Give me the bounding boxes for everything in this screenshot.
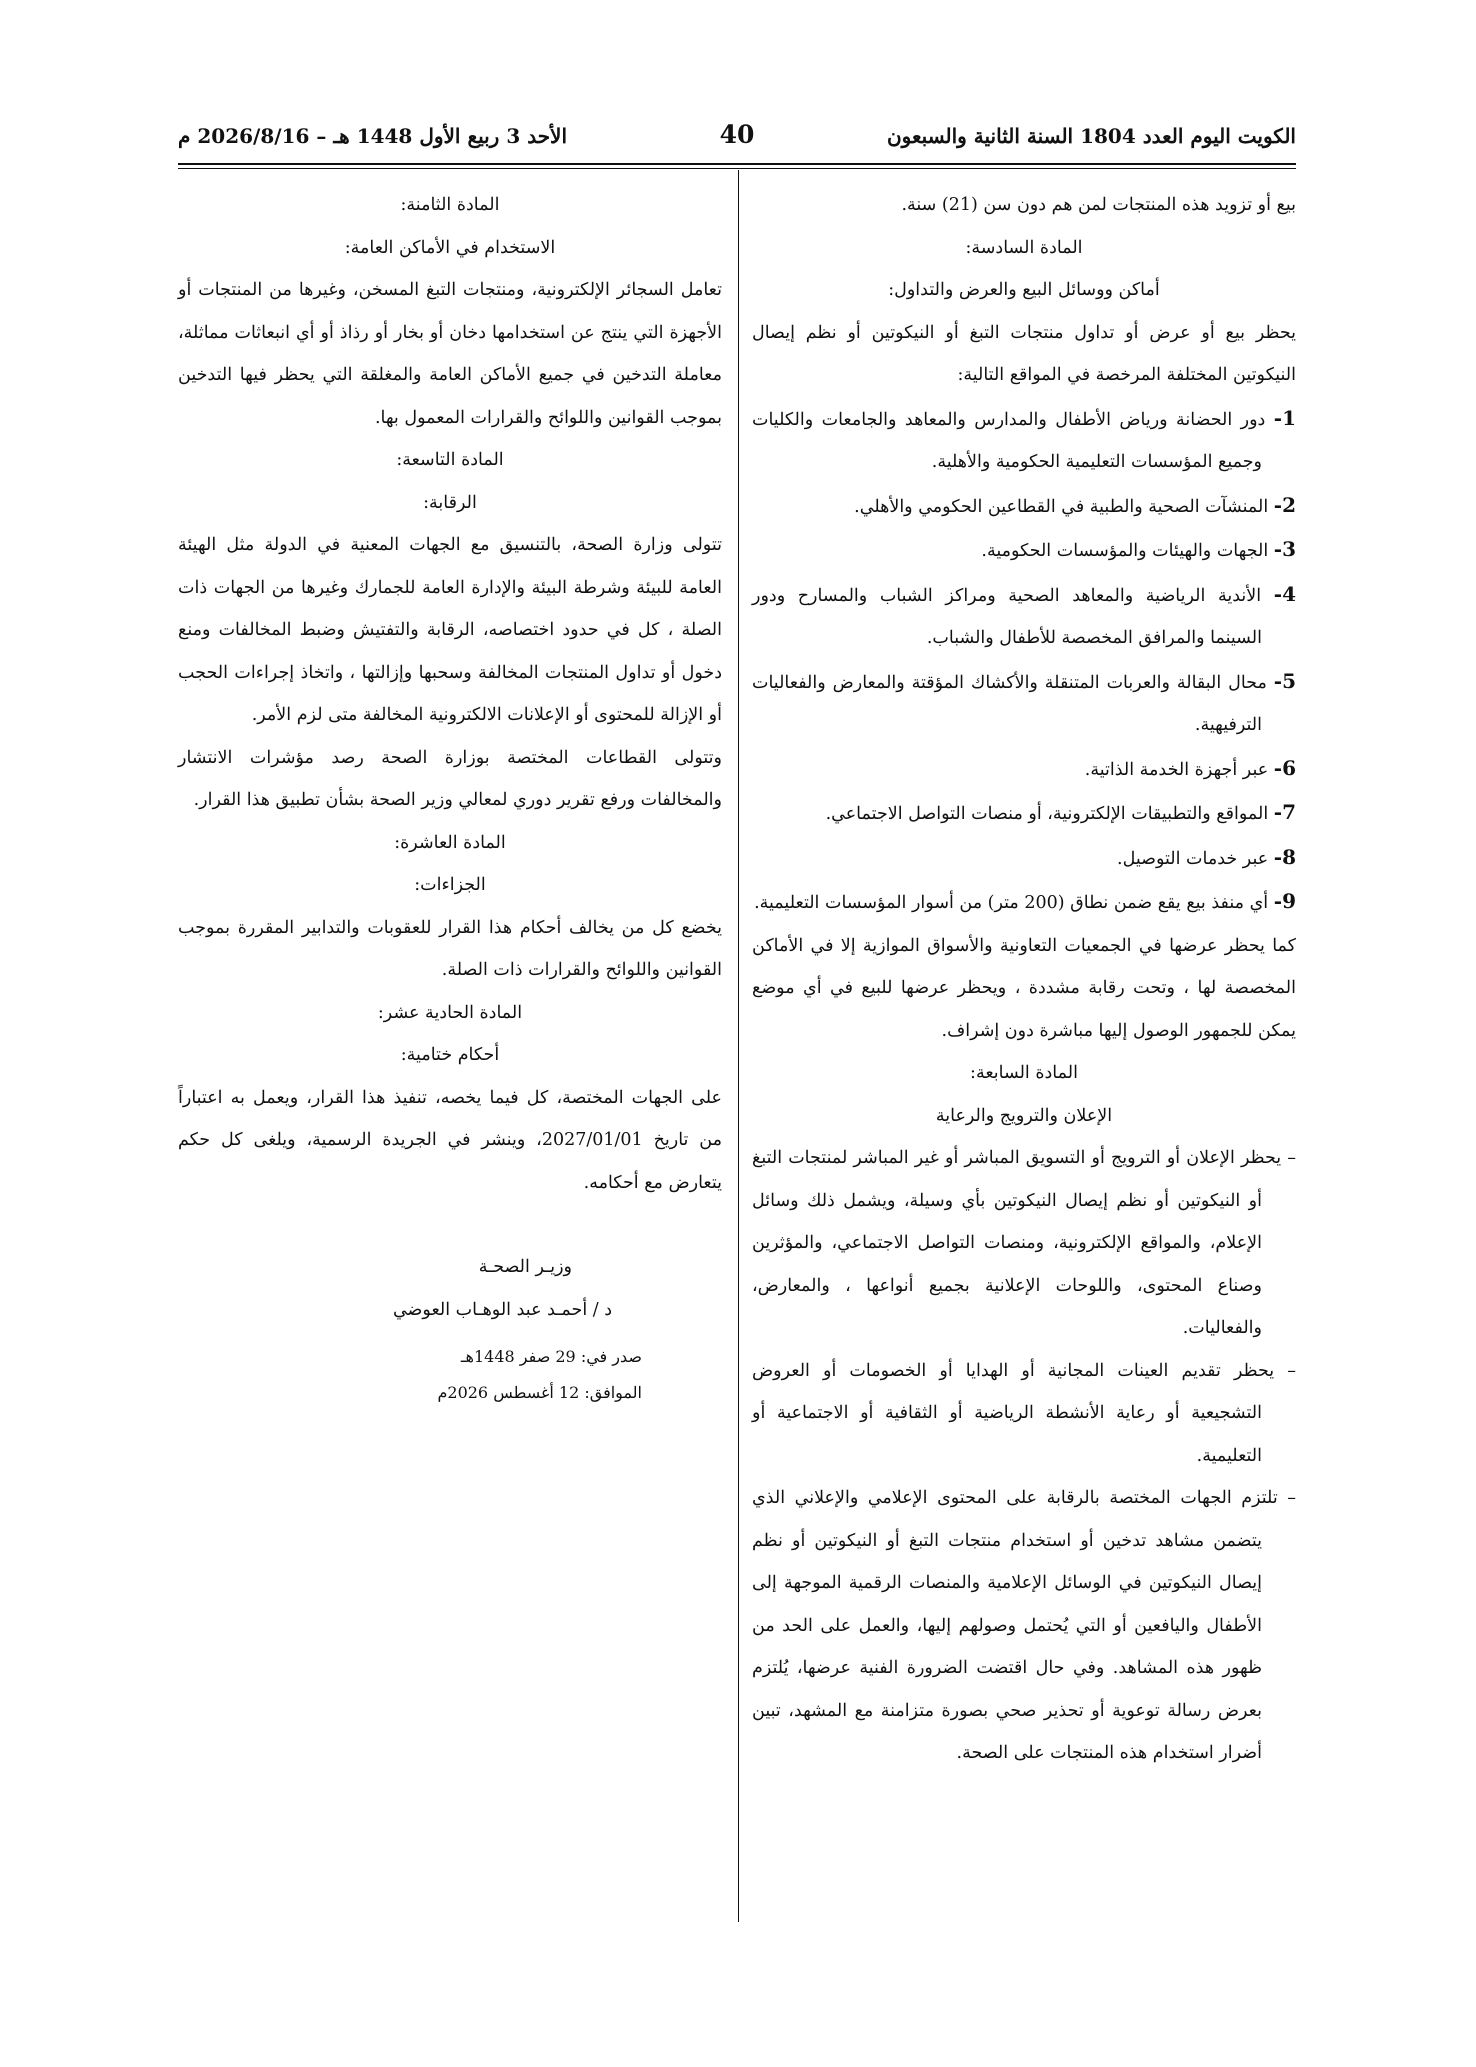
list-item-number: 1- <box>1273 405 1296 430</box>
paragraph: يخضع كل من يخالف أحكام هذا القرار للعقوبات والتدابير المقررة بموجب القوانين واللوائح والقرارات ذات الصلة. <box>178 917 722 980</box>
article-heading: الاستخدام في الأماكن العامة: <box>344 237 556 258</box>
minister-title: وزيـر الصحـة <box>478 1257 572 1277</box>
list-item-number: 2- <box>1273 492 1296 517</box>
list-item-text: عبر خدمات التوصيل. <box>1117 848 1269 869</box>
list-item-number: 7- <box>1273 800 1296 824</box>
list-item-text: الجهات والهيئات والمؤسسات الحكومية. <box>981 541 1269 561</box>
header-rule-thick <box>178 163 1296 165</box>
paragraph: كما يحظر عرضها في الجمعيات التعاونية والأسواق الموازية إلا في الأماكن المخصصة لها ، وتحت رقابة مشددة ، ويحظر عرضها للبيع في أي موضع يمكن للجمهور الوصول إليها مباشرة دون إشراف. <box>752 935 1296 1041</box>
bullet-paragraph: – يحظر الإعلان أو الترويج أو التسويق المباشر أو غير المباشر لمنتجات التبغ أو النيكوتين أو نظم إيصال النيكوتين بأي وسيلة، ويشمل ذلك وسائل الإعلام، والمواقع الإلكترونية، ومنصات التواصل الاجتماعي، والمؤثرين وصناع المحتوى، واللوحات الإعلانية بجميع أنواعها ، والمعارض، والفعاليات. <box>752 1148 1296 1338</box>
article-heading: المادة التاسعة: <box>396 450 504 470</box>
list-item-number: 8- <box>1273 844 1296 869</box>
list-item-text: الأندية الرياضية والمعاهد الصحية ومراكز الشباب والمسارح ودور السينما والمرافق المخصصة للأطفال والشباب. <box>752 585 1262 648</box>
list-item <box>752 880 1296 925</box>
header-issue-info: الكويت اليوم العدد 1804 السنة الثانية والسبعون <box>886 124 1296 148</box>
bullet-paragraph: – تلتزم الجهات المختصة بالرقابة على المحتوى الإعلامي والإعلاني الذي يتضمن مشاهد تدخين أو استخدام منتجات التبغ أو النيكوتين أو نظم إيصال النيكوتين في الوسائل الإعلامية والمنصات الرقمية الموجهة إلى الأطفال واليافعين أو التي يُحتمل وصولهم إليها، والعمل على الحد من ظهور هذه المشاهد. وفي حال اقتضت الضرورة الفنية عرضها، يُلتزم بعرض رسالة توعوية أو تحذير صحي بصورة متزامنة مع المشهد، تبين أضرار استخدام هذه المنتجات على الصحة. <box>752 1488 1296 1763</box>
list-item-number: 3- <box>1273 537 1296 561</box>
header-rule-thin <box>178 168 1296 169</box>
list-item <box>752 484 1296 529</box>
paragraph: يحظر بيع أو عرض أو تداول منتجات التبغ أو النيكوتين أو نظم إيصال النيكوتين المختلفة المرخصة في المواقع التالية: <box>752 322 1296 385</box>
paragraph: وتتولى القطاعات المختصة بوزارة الصحة رصد مؤشرات الانتشار والمخالفات ورفع تقرير دوري لمعالي وزير الصحة بشأن تطبيق هذا القرار. <box>178 747 722 810</box>
article-heading: المادة السابعة: <box>970 1063 1078 1083</box>
list-item <box>752 397 1296 484</box>
paragraph: بيع أو تزويد هذه المنتجات لمن هم دون سن (21) سنة. <box>901 195 1296 215</box>
paragraph: تعامل السجائر الإلكترونية، ومنتجات التبغ المسخن، وغيرها من المنتجات أو الأجهزة التي ينتج عن استخدامها دخان أو بخار أو رذاذ أو أي انبعاثات مماثلة، معاملة التدخين في جميع الأماكن العامة والمغلقة التي يحظر فيها التدخين بموجب القوانين واللوائح والقرارات المعمول بها. <box>178 280 722 428</box>
left-column-body <box>178 184 722 1204</box>
page-number: 40 <box>719 120 755 149</box>
paragraph: تتولى وزارة الصحة، بالتنسيق مع الجهات المعنية في الدولة مثل الهيئة العامة للبيئة وشرطة البيئة والإدارة العامة للجمارك وغيرها من الجهات ذات الصلة ، كل في حدود اختصاصه، الرقابة والتفتيش وضبط المخالفات ومنع دخول أو تداول المنتجات المخالفة وسحبها وإزالتها ، واتخاذ إجراءات الحجب أو الإزالة للمحتوى أو الإعلانات الالكترونية المخالفة متى لزم الأمر. <box>178 535 722 725</box>
article-heading: الجزاءات: <box>414 875 486 895</box>
issued-hijri-date: صدر في: 29 صفر 1448هـ <box>460 1347 642 1366</box>
header-date: الأحد 3 ربيع الأول 1448 هـ – 2026/8/16 م <box>178 124 568 148</box>
list-item <box>752 791 1296 836</box>
list-item-text: أي منفذ بيع يقع ضمن نطاق (200 متر) من أسوار المؤسسات التعليمية. <box>754 893 1269 913</box>
list-item-number: 4- <box>1273 581 1296 606</box>
list-item <box>752 747 1296 792</box>
list-item-number: 6- <box>1273 755 1296 780</box>
bullet-paragraph: – يحظر تقديم العينات المجانية أو الهدايا أو الخصومات أو العروض التشجيعية أو رعاية الأنشطة الرياضية أو الثقافية أو الاجتماعية أو التعليمية. <box>752 1360 1296 1466</box>
article-heading: المادة السادسة: <box>965 237 1083 258</box>
list-item-text: دور الحضانة ورياض الأطفال والمدارس والمعاهد والجامعات والكليات وجميع المؤسسات التعليمية الحكومية والأهلية. <box>752 409 1266 472</box>
issued-gregorian-date: الموافق: 12 أغسطس 2026م <box>437 1383 642 1402</box>
column-divider <box>738 170 739 1922</box>
list-item-text: عبر أجهزة الخدمة الذاتية. <box>1084 759 1269 780</box>
list-item-text: محال البقالة والعربات المتنقلة والأكشاك المؤقتة والمعارض والفعاليات الترفيهية. <box>752 672 1267 735</box>
article-heading: الرقابة: <box>423 492 477 513</box>
page-header <box>178 118 1296 158</box>
article-heading: الإعلان والترويج والرعاية <box>935 1105 1113 1126</box>
article-heading: المادة العاشرة: <box>394 832 506 853</box>
list-item <box>752 573 1296 660</box>
list-item-text: المنشآت الصحية والطبية في القطاعين الحكومي والأهلي. <box>854 496 1269 517</box>
minister-name: د / أحمـد عبد الوهـاب العوضي <box>392 1299 612 1320</box>
list-item-number: 9- <box>1273 889 1296 913</box>
list-item-text: المواقع والتطبيقات الإلكترونية، أو منصات التواصل الاجتماعي. <box>825 804 1269 824</box>
list-item-number: 5- <box>1273 668 1296 693</box>
list-item <box>752 836 1296 881</box>
list-item <box>752 528 1296 573</box>
article-heading: أماكن ووسائل البيع والعرض والتداول: <box>888 280 1160 300</box>
right-column <box>752 184 1296 1775</box>
article-heading: المادة الحادية عشر: <box>377 1002 523 1023</box>
article-heading: المادة الثامنة: <box>400 195 500 215</box>
article-heading: أحكام ختامية: <box>400 1045 500 1065</box>
list-item <box>752 660 1296 747</box>
paragraph: على الجهات المختصة، كل فيما يخصه، تنفيذ هذا القرار، ويعمل به اعتباراً من تاريخ 2027/01/01، وينشر في الجريدة الرسمية، ويلغى كل حكم يتعارض مع أحكامه. <box>178 1087 722 1193</box>
left-column <box>178 184 722 1411</box>
